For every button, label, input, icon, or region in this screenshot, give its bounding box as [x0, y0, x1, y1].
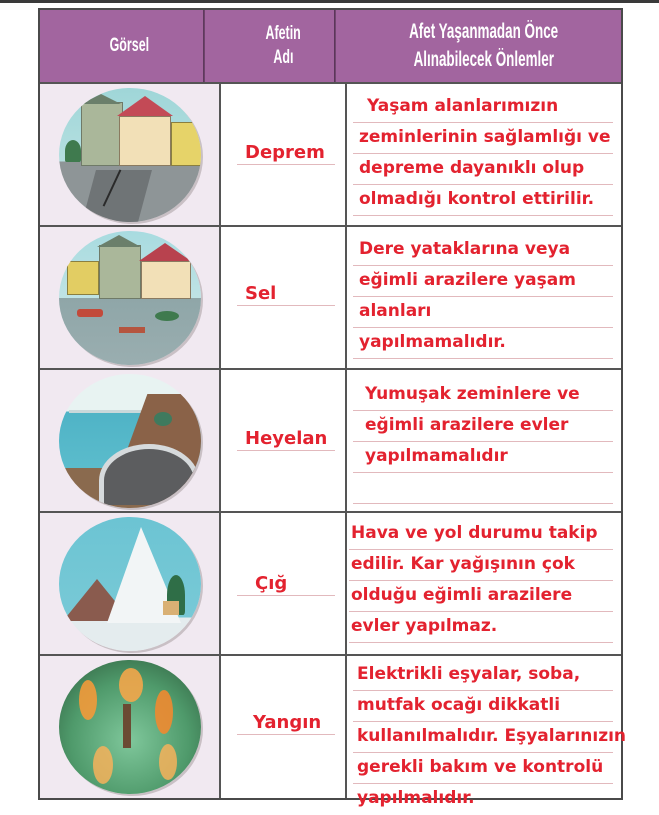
top-bar	[0, 0, 659, 3]
measure-line: eğimli arazilere yaşam	[353, 266, 613, 297]
header-afet-adi-line1: Afetin	[265, 23, 301, 44]
table-row	[40, 654, 627, 808]
header-gorsel-label: Görsel	[109, 35, 150, 56]
measure-line: yapılmamalıdır.	[353, 328, 613, 359]
measure-line	[353, 473, 613, 504]
measure-line: alanları	[353, 297, 613, 328]
earthquake-illustration	[59, 88, 201, 222]
name-cell	[221, 84, 347, 225]
measure-line: Elektrikli eşyalar, soba,	[353, 660, 613, 691]
image-cell	[40, 656, 221, 798]
table-row	[40, 368, 621, 511]
header-afet-adi	[232, 10, 335, 82]
measure-line: eğimli arazilere evler	[353, 411, 613, 442]
measure-line: Yaşam alanlarımızın	[353, 92, 613, 123]
image-cell	[40, 84, 221, 225]
wildfire-illustration	[59, 660, 201, 794]
disaster-name: Sel	[237, 283, 335, 306]
disaster-name: Deprem	[237, 142, 335, 165]
measure-line: olduğu eğimli arazilere	[349, 581, 613, 612]
measure-line: olmadığı kontrol ettirilir.	[353, 185, 613, 216]
measures-cell	[347, 370, 621, 511]
measure-line: mutfak ocağı dikkatli	[353, 691, 613, 722]
measure-line: kullanılmalıdır. Eşyalarınızın	[353, 722, 613, 753]
image-cell	[40, 370, 221, 511]
measure-line: evler yapılmaz.	[349, 612, 613, 643]
measures-cell	[347, 513, 621, 654]
measure-line: edilir. Kar yağışının çok	[349, 550, 613, 581]
name-cell	[221, 513, 347, 654]
header-onlemler-line2: Alınabilecek Önlemler	[413, 48, 555, 71]
measures-cell	[347, 84, 621, 225]
table-row	[40, 225, 621, 368]
measure-line: yapılmalıdır.	[357, 788, 475, 808]
measure-line: gerekli bakım ve kontrolü	[353, 753, 613, 784]
name-cell	[221, 656, 347, 798]
measure-line: Yumuşak zeminlere ve	[353, 380, 613, 411]
disaster-name: Çığ	[237, 573, 335, 596]
landslide-illustration	[59, 374, 201, 508]
disaster-name: Yangın	[237, 712, 335, 735]
name-cell	[221, 227, 347, 368]
image-cell	[40, 227, 221, 368]
table-row	[40, 511, 621, 654]
header-gorsel	[56, 10, 204, 82]
measure-line: Dere yataklarına veya	[353, 235, 613, 266]
flood-illustration	[59, 231, 201, 365]
avalanche-illustration	[59, 517, 201, 651]
measures-cell	[347, 227, 621, 368]
header-onlemler-line1: Afet Yaşanmadan Önce	[409, 20, 559, 43]
table-header	[40, 10, 621, 82]
header-onlemler	[372, 10, 597, 82]
table-row	[40, 82, 621, 225]
measure-line: depreme dayanıklı olup	[353, 154, 613, 185]
measure-line: Hava ve yol durumu takip	[349, 519, 613, 550]
header-afet-adi-line2: Adı	[273, 47, 294, 68]
measures-cell	[347, 656, 627, 808]
disaster-table	[38, 8, 627, 808]
name-cell	[221, 370, 347, 511]
measure-line: yapılmamalıdır	[353, 442, 613, 473]
disaster-name: Heyelan	[237, 428, 335, 451]
measure-line: zeminlerinin sağlamlığı ve	[353, 123, 613, 154]
image-cell	[40, 513, 221, 654]
